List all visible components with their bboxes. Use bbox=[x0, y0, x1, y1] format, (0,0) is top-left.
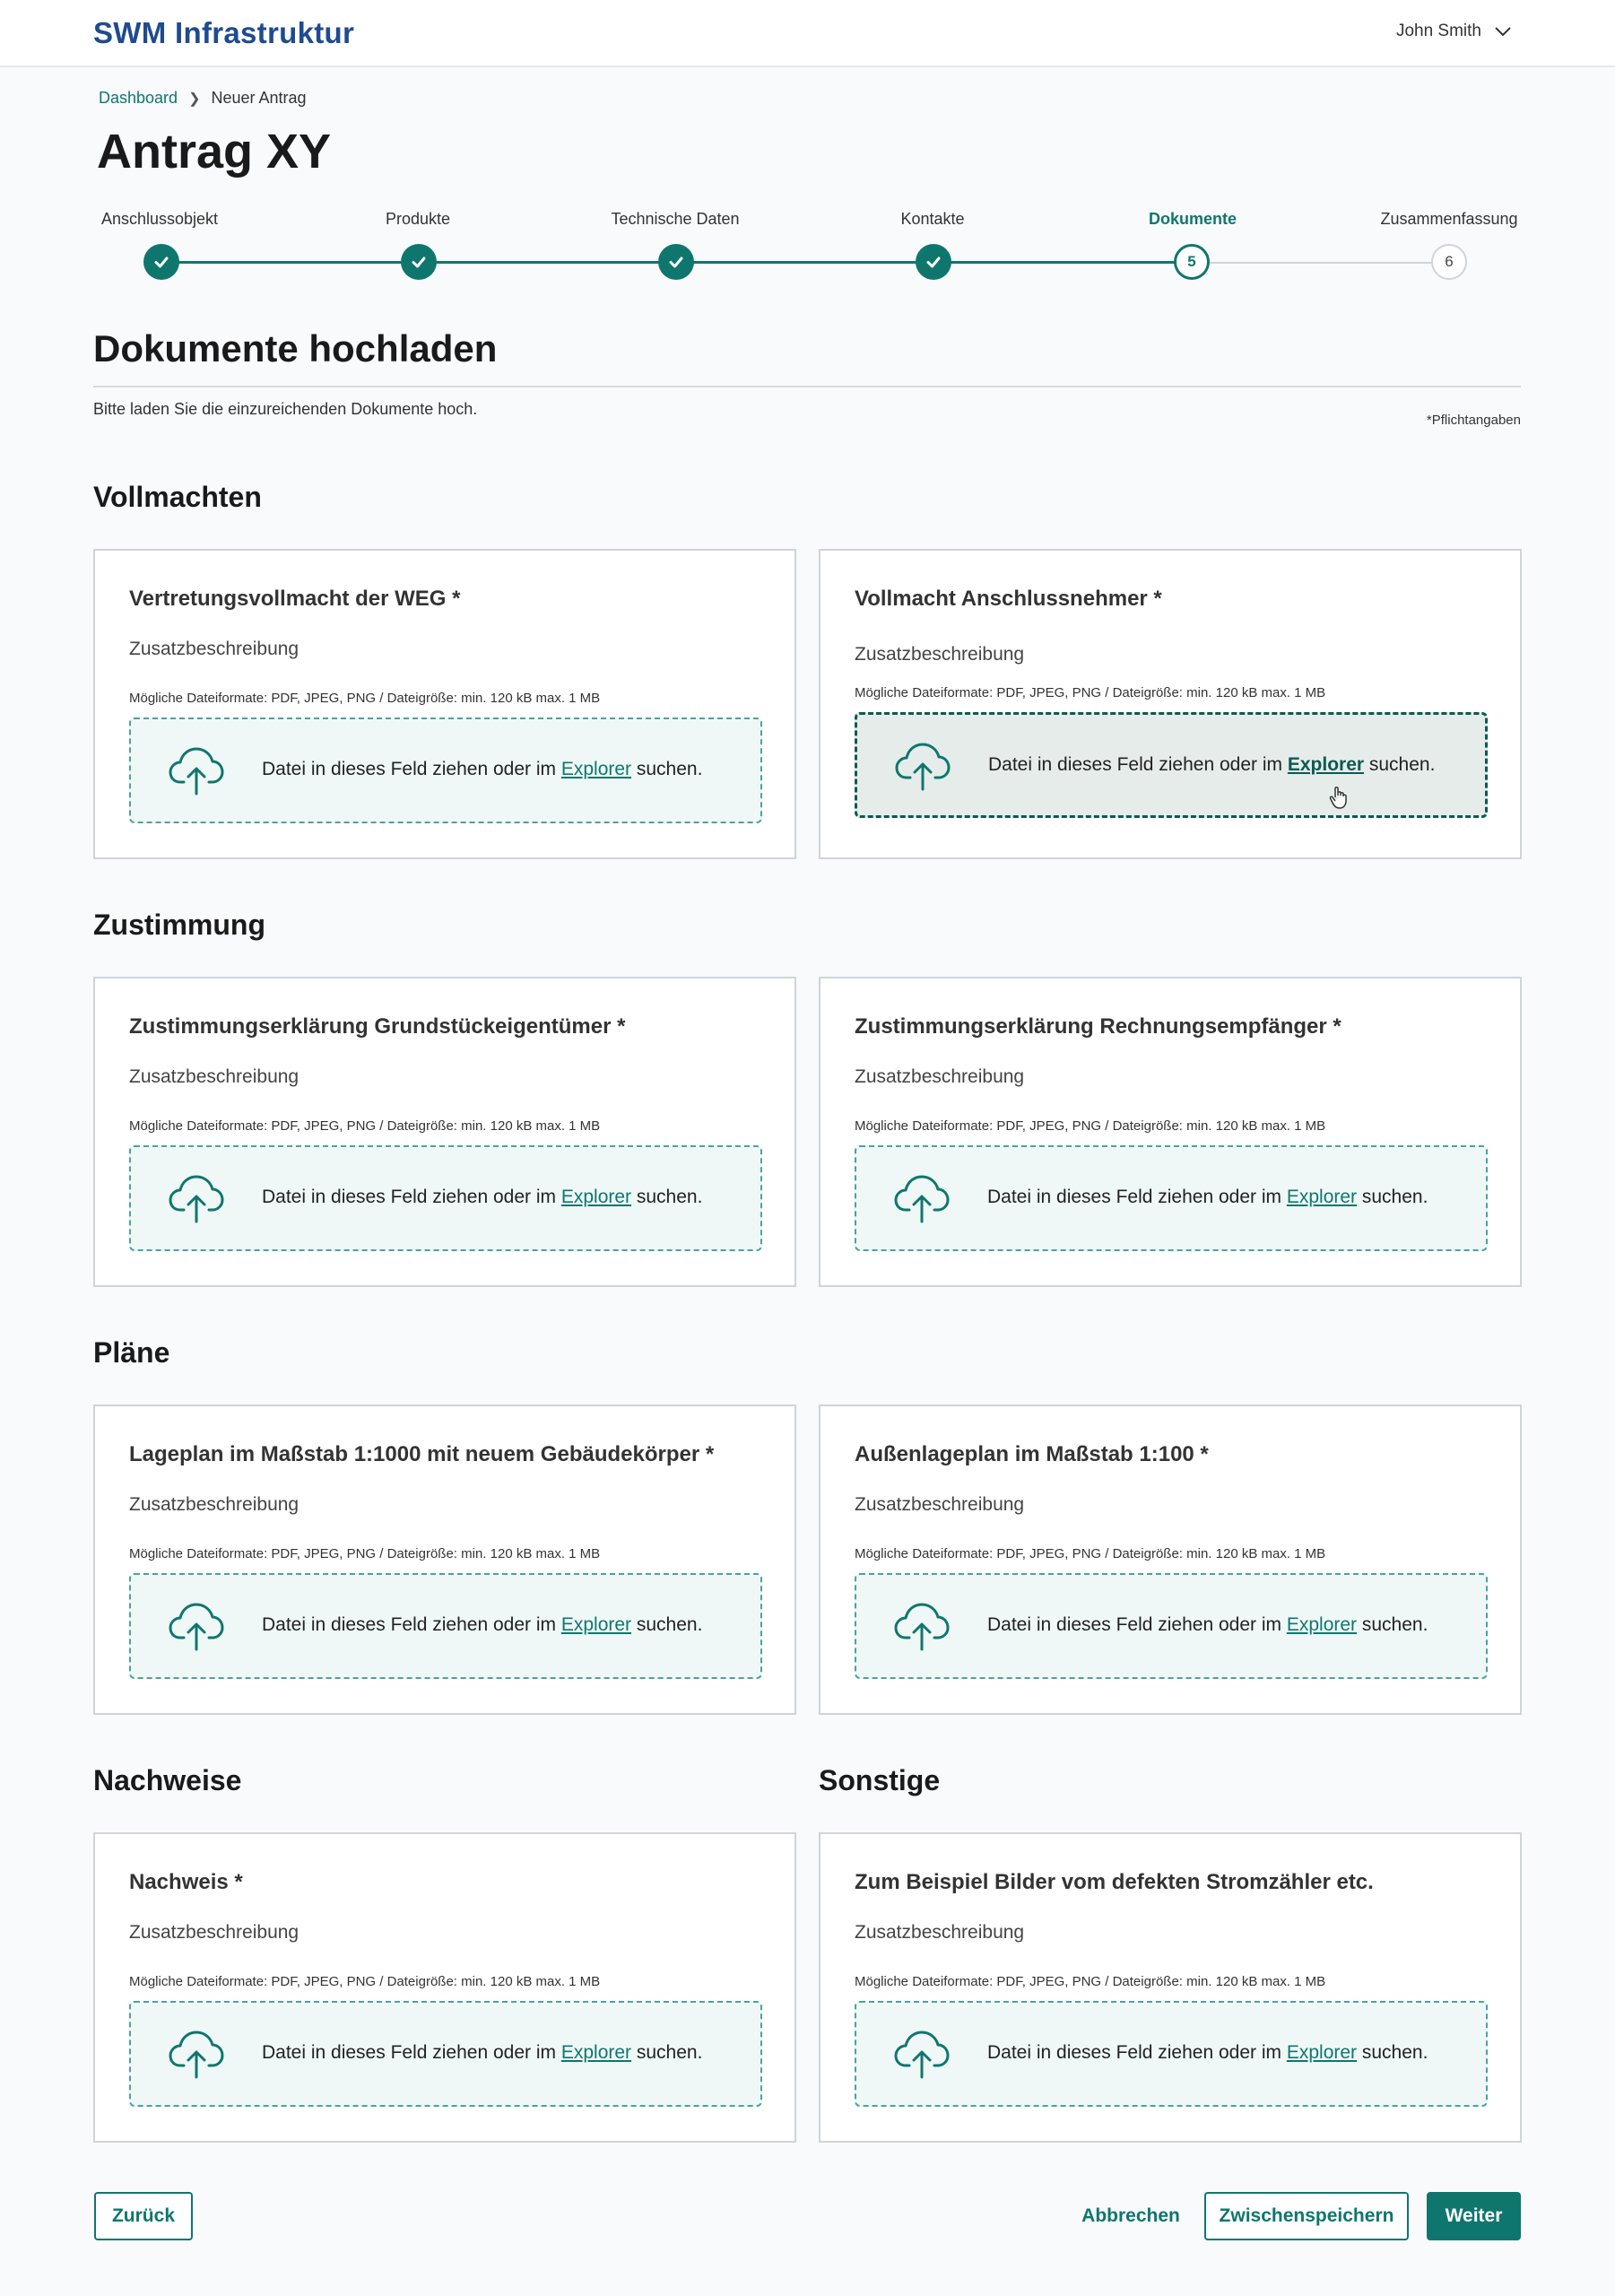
dropzone-text-before: Datei in dieses Feld ziehen oder im bbox=[262, 2042, 561, 2063]
cloud-upload-icon bbox=[894, 1174, 950, 1224]
section-intro: Bitte laden Sie die einzureichenden Dokumente hoch. bbox=[93, 400, 478, 418]
check-icon bbox=[667, 253, 685, 271]
card-description: Zusatzbeschreibung bbox=[855, 1922, 1025, 1943]
cloud-upload-icon bbox=[169, 746, 224, 796]
dropzone-text-before: Datei in dieses Feld ziehen oder im bbox=[262, 1614, 561, 1635]
card-title: Vertretungsvollmacht der WEG * bbox=[129, 587, 461, 611]
dropzone-text bbox=[988, 754, 1435, 776]
dropzone-text bbox=[262, 759, 702, 780]
card-sonstige bbox=[819, 1832, 1522, 2143]
hand-cursor-icon bbox=[1328, 785, 1350, 810]
dropzone-text-after: suchen. bbox=[631, 1187, 703, 1207]
dropzone-text-after: suchen. bbox=[1357, 2042, 1428, 2063]
dropzone-text-before: Datei in dieses Feld ziehen oder im bbox=[987, 1187, 1287, 1207]
save-draft-button[interactable]: Zwischenspeichern bbox=[1204, 2192, 1409, 2240]
file-format-hint: Mögliche Dateiformate: PDF, JPEG, PNG / Dateigröße: min. 120 kB max. 1 MB bbox=[855, 1546, 1326, 1561]
card-description: Zusatzbeschreibung bbox=[855, 1066, 1025, 1087]
step-1-check[interactable] bbox=[143, 244, 179, 280]
dropzone-text bbox=[262, 2042, 702, 2064]
file-dropzone[interactable] bbox=[129, 718, 762, 823]
card-zustimmung-rechnungsempfaenger bbox=[819, 977, 1522, 1287]
dropzone-text-after: suchen. bbox=[1357, 1187, 1428, 1207]
back-button[interactable]: Zurück bbox=[94, 2192, 193, 2240]
explorer-link[interactable]: Explorer bbox=[1286, 1614, 1358, 1635]
dropzone-text-before: Datei in dieses Feld ziehen oder im bbox=[262, 1187, 561, 1207]
step-3-check[interactable] bbox=[658, 244, 694, 280]
section-divider bbox=[93, 386, 1521, 387]
top-header bbox=[0, 0, 1615, 67]
chevron-right-icon: ❯ bbox=[188, 91, 201, 107]
step-label-anschlussobjekt[interactable]: Anschlussobjekt bbox=[100, 210, 219, 228]
card-zustimmung-eigentuemer bbox=[93, 977, 796, 1287]
section-title: Dokumente hochladen bbox=[93, 327, 498, 370]
card-description: Zusatzbeschreibung bbox=[129, 639, 300, 659]
card-title: Zustimmungserklärung Grundstückeigentümer * bbox=[129, 1014, 626, 1039]
dropzone-text-before: Datei in dieses Feld ziehen oder im bbox=[987, 1614, 1287, 1635]
cancel-button[interactable]: Abbrechen bbox=[1076, 2192, 1185, 2240]
group-title-sonstige: Sonstige bbox=[819, 1764, 941, 1796]
cloud-upload-icon bbox=[169, 2030, 224, 2080]
next-button[interactable]: Weiter bbox=[1427, 2192, 1521, 2240]
card-description: Zusatzbeschreibung bbox=[129, 1494, 300, 1515]
file-dropzone[interactable] bbox=[855, 2001, 1488, 2107]
dropzone-text-before: Datei in dieses Feld ziehen oder im bbox=[262, 759, 561, 779]
page-title: Antrag XY bbox=[97, 125, 332, 178]
explorer-link[interactable]: Explorer bbox=[560, 1187, 632, 1207]
step-2-check[interactable] bbox=[401, 244, 437, 280]
card-title: Nachweis * bbox=[129, 1870, 243, 1894]
step-label-zusammenfassung[interactable]: Zusammenfassung bbox=[1380, 210, 1518, 228]
step-label-produkte[interactable]: Produkte bbox=[385, 210, 451, 228]
required-note: *Pflichtangaben bbox=[1426, 413, 1521, 428]
card-description: Zusatzbeschreibung bbox=[129, 1922, 300, 1943]
step-5-current[interactable]: 5 bbox=[1174, 244, 1210, 280]
step-4-check[interactable] bbox=[916, 244, 951, 280]
card-aussenlageplan bbox=[819, 1405, 1522, 1715]
explorer-link[interactable]: Explorer bbox=[1286, 2042, 1358, 2063]
card-vollmacht-anschlussnehmer bbox=[819, 549, 1522, 859]
cloud-upload-icon bbox=[895, 742, 951, 792]
group-title-nachweise: Nachweise bbox=[93, 1764, 242, 1796]
file-dropzone[interactable] bbox=[129, 1145, 762, 1251]
file-dropzone[interactable] bbox=[855, 1145, 1488, 1251]
breadcrumb-current: Neuer Antrag bbox=[211, 89, 307, 107]
dropzone-text bbox=[987, 2042, 1428, 2064]
explorer-link[interactable]: Explorer bbox=[560, 759, 632, 779]
check-icon bbox=[152, 253, 170, 271]
group-title-zustimmung: Zustimmung bbox=[93, 909, 265, 941]
cloud-upload-icon bbox=[894, 2030, 950, 2080]
card-description: Zusatzbeschreibung bbox=[855, 644, 1025, 665]
file-format-hint: Mögliche Dateiformate: PDF, JPEG, PNG / Dateigröße: min. 120 kB max. 1 MB bbox=[855, 1118, 1326, 1134]
card-description: Zusatzbeschreibung bbox=[855, 1494, 1025, 1515]
dropzone-text-after: suchen. bbox=[631, 2042, 703, 2063]
dropzone-text-before: Datei in dieses Feld ziehen oder im bbox=[988, 754, 1288, 775]
file-format-hint: Mögliche Dateiformate: PDF, JPEG, PNG / Dateigröße: min. 120 kB max. 1 MB bbox=[855, 1974, 1326, 1989]
step-label-dokumente[interactable]: Dokumente bbox=[1148, 210, 1237, 228]
dropzone-text bbox=[987, 1187, 1428, 1208]
cloud-upload-icon bbox=[169, 1174, 224, 1224]
explorer-link[interactable]: Explorer bbox=[560, 2042, 632, 2063]
dropzone-text-before: Datei in dieses Feld ziehen oder im bbox=[987, 2042, 1287, 2063]
card-title: Lageplan im Maßstab 1:1000 mit neuem Gebäudekörper * bbox=[129, 1442, 715, 1466]
card-title: Zustimmungserklärung Rechnungsempfänger * bbox=[855, 1014, 1341, 1039]
dropzone-text bbox=[262, 1187, 702, 1208]
step-6-todo[interactable]: 6 bbox=[1431, 244, 1467, 280]
dropzone-text-after: suchen. bbox=[1357, 1614, 1428, 1635]
file-dropzone[interactable] bbox=[855, 712, 1488, 818]
file-format-hint: Mögliche Dateiformate: PDF, JPEG, PNG / Dateigröße: min. 120 kB max. 1 MB bbox=[129, 1974, 601, 1989]
dropzone-text bbox=[987, 1614, 1428, 1636]
dropzone-text bbox=[262, 1614, 702, 1636]
explorer-link[interactable]: Explorer bbox=[1287, 754, 1365, 775]
file-format-hint: Mögliche Dateiformate: PDF, JPEG, PNG / Dateigröße: min. 120 kB max. 1 MB bbox=[129, 691, 601, 706]
cloud-upload-icon bbox=[169, 1602, 224, 1652]
breadcrumb bbox=[99, 89, 307, 108]
card-title: Zum Beispiel Bilder vom defekten Stromzähler etc. bbox=[855, 1870, 1374, 1894]
card-title: Außenlageplan im Maßstab 1:100 * bbox=[855, 1442, 1209, 1466]
file-format-hint: Mögliche Dateiformate: PDF, JPEG, PNG / Dateigröße: min. 120 kB max. 1 MB bbox=[129, 1546, 601, 1561]
file-dropzone[interactable] bbox=[129, 2001, 762, 2107]
file-format-hint: Mögliche Dateiformate: PDF, JPEG, PNG / Dateigröße: min. 120 kB max. 1 MB bbox=[129, 1118, 601, 1134]
file-dropzone[interactable] bbox=[855, 1573, 1488, 1679]
card-vertretungsvollmacht bbox=[93, 549, 796, 859]
explorer-link[interactable]: Explorer bbox=[1286, 1187, 1358, 1207]
user-menu[interactable] bbox=[1396, 22, 1512, 41]
logo[interactable]: SWM Infrastruktur bbox=[93, 16, 355, 49]
card-title: Vollmacht Anschlussnehmer * bbox=[855, 587, 1162, 611]
step-label-kontakte[interactable]: Kontakte bbox=[900, 210, 965, 228]
card-lageplan bbox=[93, 1405, 796, 1715]
dropzone-text-after: suchen. bbox=[631, 1614, 703, 1635]
stepper-line-todo bbox=[1193, 262, 1449, 264]
step-label-technische-daten[interactable]: Technische Daten bbox=[611, 210, 740, 228]
group-title-plaene: Pläne bbox=[93, 1336, 170, 1369]
card-description: Zusatzbeschreibung bbox=[129, 1066, 300, 1087]
chevron-down-icon bbox=[1494, 25, 1512, 38]
file-format-hint: Mögliche Dateiformate: PDF, JPEG, PNG / Dateigröße: min. 120 kB max. 1 MB bbox=[855, 685, 1326, 700]
file-dropzone[interactable] bbox=[129, 1573, 762, 1679]
breadcrumb-dashboard[interactable]: Dashboard bbox=[99, 89, 178, 107]
group-title-vollmachten: Vollmachten bbox=[93, 481, 262, 513]
dropzone-text-after: suchen. bbox=[631, 759, 703, 779]
explorer-link[interactable]: Explorer bbox=[560, 1614, 632, 1635]
check-icon bbox=[925, 253, 942, 271]
cloud-upload-icon bbox=[894, 1602, 950, 1652]
card-nachweis bbox=[93, 1832, 796, 2143]
user-name: John Smith bbox=[1395, 22, 1481, 40]
dropzone-text-after: suchen. bbox=[1364, 754, 1436, 775]
check-icon bbox=[410, 253, 428, 271]
